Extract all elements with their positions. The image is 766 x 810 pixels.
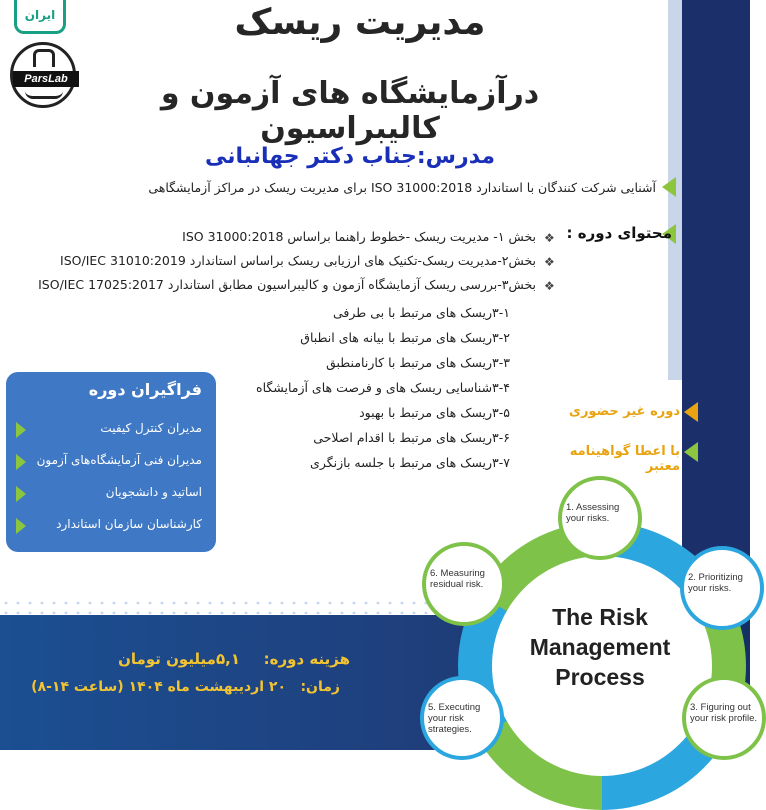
step-label: 2. Prioritizing your risks. <box>688 572 743 594</box>
instructor-name: مدرس:جناب دکتر جهانبانی <box>204 144 496 169</box>
subitem-3-3: ۳-۳ریسک های مرتبط با کارنامنطبق <box>326 355 510 370</box>
green-triangle-icon <box>16 422 26 438</box>
organization-logo-text: ایران <box>24 8 56 22</box>
time-label: زمان: <box>300 679 340 695</box>
subitem-3-5: ۳-۵ریسک های مرتبط با بهبود <box>359 405 510 420</box>
in-person-arrow-icon <box>684 402 698 422</box>
risk-process-diagram <box>420 470 758 750</box>
step-label: 5. Executing your risk strategies. <box>428 702 481 735</box>
process-title <box>500 602 700 692</box>
subitem-3-1: ۳-۱ریسک های مرتبط با بی طرفی <box>333 305 510 320</box>
step-label: 3. Figuring out your risk profile. <box>690 702 758 724</box>
parslab-logo <box>10 42 76 108</box>
process-step-measuring <box>422 542 506 626</box>
process-title-line: The Risk <box>552 604 648 630</box>
diamond-bullet-icon: ❖ <box>544 231 555 245</box>
flask-base-icon <box>25 91 63 99</box>
participants-box <box>6 372 216 552</box>
participants-title: فراگیران دوره <box>88 380 202 399</box>
page-subtitle: درآزمایشگاه های آزمون و کالیبراسیون <box>160 76 540 146</box>
process-step-prioritizing <box>680 546 764 630</box>
course-intro: آشنایی شرکت کنندگان با استاندارد ISO 31000:2018 برای مدیریت ریسک در مراکز آزمایشگاهی <box>148 180 656 195</box>
diamond-bullet-icon: ❖ <box>544 255 555 269</box>
diamond-bullet-icon: ❖ <box>544 279 555 293</box>
certificate-note: با اعطا گواهینامه معتبر <box>569 444 680 474</box>
step-label: 6. Measuring residual risk. <box>430 568 485 590</box>
delivery-mode: دوره غیر حضوری <box>569 404 680 419</box>
section-2: بخش۲-مدیریت ریسک-تکنیک های ارزیابی ریسک براساس استاندارد ISO/IEC 31010:2019 <box>60 253 536 268</box>
parslab-logo-text: ParsLab <box>24 73 68 85</box>
participant-label: مدیران فنی آزمایشگاه‌های آزمون <box>36 453 202 467</box>
subitem-3-2: ۳-۲ریسک های مرتبط با بیانه های انطباق <box>300 330 510 345</box>
fee-label: هزینه دوره: <box>263 650 350 668</box>
page-title: مدیریت ریسک <box>234 2 486 43</box>
subitem-3-6: ۳-۶ریسک های مرتبط با اقدام اصلاحی <box>313 430 510 445</box>
step-label: 1. Assessing your risks. <box>566 502 620 524</box>
flask-icon <box>33 49 55 67</box>
section-3: بخش۳-بررسی ریسک آزمایشگاه آزمون و کالیبراسیون مطابق استاندارد ISO/IEC 17025:2017 <box>38 277 536 292</box>
process-title-line: Process <box>555 664 645 690</box>
fee-value: ۵,۱میلیون تومان <box>118 650 240 668</box>
green-triangle-icon <box>16 518 26 534</box>
participant-item <box>16 416 208 444</box>
intro-arrow-icon <box>662 177 676 197</box>
section-1: بخش ۱- مدیریت ریسک -خطوط راهنما براساس ISO 31000:2018 <box>182 229 536 244</box>
content-heading: محتوای دوره : <box>566 224 672 242</box>
process-step-assessing <box>558 476 642 560</box>
participant-label: مدیران کنترل کیفیت <box>100 421 202 435</box>
green-triangle-icon <box>16 486 26 502</box>
participant-label: کارشناسان سازمان استاندارد <box>56 517 202 531</box>
participant-item <box>16 448 208 476</box>
organization-logo <box>14 0 66 34</box>
process-title-line: Management <box>529 634 671 660</box>
process-step-figuring <box>682 676 766 760</box>
time-value: ۲۰ اردیبهشت ماه ۱۴۰۴ (ساعت ۱۴-۸) <box>31 679 286 695</box>
parslab-logo-bar <box>13 71 79 87</box>
green-triangle-icon <box>16 454 26 470</box>
subitem-3-7: ۳-۷ریسک های مرتبط با جلسه بازنگری <box>310 455 510 470</box>
participant-label: اساتید و دانشجویان <box>105 485 202 499</box>
participant-item <box>16 480 208 508</box>
process-step-executing <box>420 676 504 760</box>
subitem-3-4: ۳-۴شناسایی ریسک های و فرصت های آزمایشگاه <box>256 380 510 395</box>
participant-item <box>16 512 208 540</box>
certificate-arrow-icon <box>684 442 698 462</box>
